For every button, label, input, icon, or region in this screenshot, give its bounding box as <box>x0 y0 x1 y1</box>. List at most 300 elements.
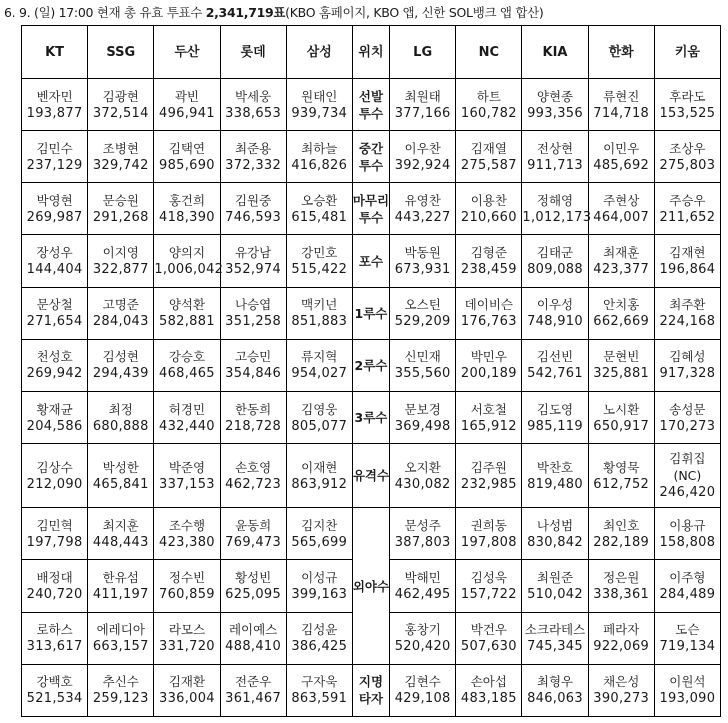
candidate-cell <box>88 508 154 560</box>
vote-summary-header <box>4 3 544 23</box>
candidate-cell <box>456 508 522 560</box>
candidate-cell <box>390 79 456 131</box>
vote-count: 746,593 <box>225 209 282 225</box>
position-row <box>22 287 721 339</box>
candidate-cell <box>522 339 588 391</box>
vote-count: 443,227 <box>394 209 451 225</box>
candidate-cell <box>286 508 352 560</box>
candidate-cell <box>588 183 654 235</box>
candidate-cell <box>220 131 286 183</box>
position-label-line: 유격수 <box>352 468 390 484</box>
vote-count: 429,108 <box>394 691 451 707</box>
player-name: 송성문 <box>669 401 706 417</box>
player-name: 이용규 <box>669 517 706 533</box>
player-name: 정해영 <box>536 192 574 208</box>
vote-count: 211,652 <box>659 209 716 225</box>
vote-count: 144,404 <box>26 262 83 278</box>
player-name: 곽빈 <box>174 88 199 104</box>
candidate-cell <box>522 287 588 339</box>
team-header: KIA <box>522 26 588 79</box>
candidate-cell <box>522 664 588 716</box>
candidate-cell <box>522 391 588 443</box>
candidate-cell <box>522 183 592 235</box>
position-label <box>352 183 389 235</box>
vote-count: 612,752 <box>593 476 650 492</box>
position-label <box>352 287 389 339</box>
player-name: 이지영 <box>102 245 139 261</box>
player-name: 홍창기 <box>404 622 441 638</box>
position-label-line: 지명 <box>358 674 384 690</box>
vote-count: 1,006,042 <box>154 262 224 278</box>
header-total-votes: 2,341,719표 <box>205 5 286 20</box>
candidate-cell <box>522 444 588 508</box>
vote-count: 336,004 <box>159 691 215 707</box>
player-name: 주승우 <box>669 192 706 208</box>
vote-count: 423,380 <box>159 534 215 550</box>
player-name: 김택연 <box>168 140 206 156</box>
position-label <box>352 508 389 664</box>
vote-count: 465,841 <box>92 476 149 492</box>
vote-count: 369,498 <box>394 418 451 434</box>
player-name: 전상현 <box>536 140 574 156</box>
vote-count: 483,185 <box>460 691 517 707</box>
header-date: 6. 9. (일) 17:00 현재 총 유효 투표수 <box>4 5 206 20</box>
candidate-cell <box>522 508 588 560</box>
player-name: 이성규 <box>301 570 338 586</box>
vote-count: 662,669 <box>593 314 650 330</box>
player-name: 이용찬 <box>470 192 507 208</box>
candidate-cell <box>22 287 88 339</box>
candidate-cell <box>390 339 456 391</box>
candidate-cell <box>654 235 720 287</box>
candidate-cell <box>22 79 88 131</box>
candidate-cell <box>88 391 154 443</box>
player-name: 김혜성 <box>669 349 706 365</box>
candidate-cell <box>22 131 88 183</box>
vote-count: 387,803 <box>394 534 451 550</box>
vote-count: 819,480 <box>527 476 583 492</box>
candidate-cell <box>456 444 522 508</box>
player-name: 김성윤 <box>301 622 338 638</box>
player-name: 김태군 <box>536 245 574 261</box>
vote-count: 193,090 <box>659 691 716 707</box>
candidate-cell <box>88 287 154 339</box>
candidate-cell <box>22 612 88 664</box>
vote-count: 464,007 <box>593 209 650 225</box>
player-name: 이원석 <box>669 674 706 690</box>
player-name: 조병현 <box>102 140 139 156</box>
candidate-cell <box>456 131 522 183</box>
vote-count: 565,699 <box>291 534 348 550</box>
player-name: 김형준 <box>470 245 507 261</box>
vote-count: 269,942 <box>26 366 83 382</box>
vote-count: 719,134 <box>659 639 716 655</box>
candidate-cell <box>286 287 352 339</box>
player-name: 황재균 <box>36 401 73 417</box>
candidate-cell <box>88 664 154 716</box>
team-header: 삼성 <box>286 26 352 79</box>
player-name: 노시환 <box>603 401 640 417</box>
vote-count: 196,864 <box>659 262 716 278</box>
player-name: 나성범 <box>536 517 574 533</box>
candidate-cell <box>654 612 720 664</box>
vote-count: 805,077 <box>291 418 348 434</box>
team-header: 두산 <box>154 26 220 79</box>
player-name: 후라도 <box>669 88 706 104</box>
vote-count: 193,877 <box>26 105 83 121</box>
candidate-cell <box>154 612 220 664</box>
vote-count: 158,808 <box>659 534 716 550</box>
team-header: 롯데 <box>220 26 286 79</box>
player-name: 김현수 <box>404 674 441 690</box>
player-name: 박민우 <box>470 349 507 365</box>
vote-count: 714,718 <box>593 105 650 121</box>
vote-count: 448,443 <box>92 534 149 550</box>
player-name: 유강남 <box>234 245 272 261</box>
candidate-cell <box>154 664 220 716</box>
position-row <box>22 391 721 443</box>
vote-count: 372,514 <box>92 105 149 121</box>
position-label <box>352 235 389 287</box>
vote-count: 488,410 <box>225 639 282 655</box>
player-name: 라모스 <box>168 622 206 638</box>
vote-count: 246,420 <box>659 485 716 501</box>
candidate-cell <box>456 391 522 443</box>
player-name: 윤동희 <box>234 517 272 533</box>
candidate-cell <box>588 235 654 287</box>
player-name: 김선빈 <box>536 349 574 365</box>
player-name: 박세웅 <box>234 88 272 104</box>
player-name: 최지훈 <box>102 517 139 533</box>
player-name: 김성욱 <box>470 570 507 586</box>
position-label-line: 외야수 <box>352 578 390 594</box>
vote-count: 200,189 <box>460 366 517 382</box>
candidate-cell <box>286 339 352 391</box>
player-name: 박영현 <box>36 192 73 208</box>
candidate-cell <box>654 339 720 391</box>
candidate-cell <box>22 560 88 612</box>
header-source: (KBO 홈페이지, KBO 앱, 신한 SOL뱅크 앱 합산) <box>285 5 544 20</box>
player-name: 김영웅 <box>301 401 338 417</box>
player-name: 권희동 <box>470 517 507 533</box>
candidate-cell <box>654 79 720 131</box>
player-name: 문승원 <box>102 192 139 208</box>
player-note: (NC) <box>673 468 702 484</box>
player-name: 최원태 <box>404 88 441 104</box>
vote-count: 322,877 <box>92 262 149 278</box>
player-name: 최형우 <box>536 674 574 690</box>
candidate-cell <box>88 235 154 287</box>
player-name: 이민우 <box>603 140 640 156</box>
vote-count: 392,924 <box>394 157 451 173</box>
candidate-cell <box>390 391 456 443</box>
position-label <box>352 664 389 716</box>
candidate-cell <box>22 444 88 508</box>
candidate-cell <box>654 560 720 612</box>
vote-count: 259,123 <box>92 691 149 707</box>
position-row <box>22 508 721 560</box>
candidate-cell <box>390 287 456 339</box>
player-name: 최하늘 <box>301 140 338 156</box>
player-name: 에레디아 <box>96 622 145 638</box>
candidate-cell <box>88 560 154 612</box>
player-name: 레이예스 <box>228 622 278 638</box>
player-name: 박동원 <box>404 245 441 261</box>
candidate-cell <box>220 508 286 560</box>
player-name: 한동희 <box>234 401 272 417</box>
player-name: 박성한 <box>102 459 139 475</box>
player-name: 손아섭 <box>470 674 507 690</box>
candidate-cell <box>286 612 352 664</box>
vote-count: 338,653 <box>225 105 282 121</box>
candidate-cell <box>390 444 456 508</box>
candidate-cell <box>286 664 352 716</box>
vote-count: 769,473 <box>225 534 282 550</box>
vote-count: 325,881 <box>593 366 650 382</box>
position-label-line: 투수 <box>358 209 384 225</box>
player-name: 황성빈 <box>234 570 272 586</box>
player-name: 최준용 <box>234 140 272 156</box>
player-name: 최정 <box>108 401 133 417</box>
player-name: 김성현 <box>102 349 139 365</box>
player-name: 구자욱 <box>301 674 338 690</box>
candidate-cell <box>286 79 352 131</box>
vote-count: 338,361 <box>593 587 650 603</box>
player-name: 김도영 <box>536 401 574 417</box>
player-name: 원태인 <box>301 88 338 104</box>
player-name: 김상수 <box>36 459 73 475</box>
candidate-cell <box>88 131 154 183</box>
candidate-cell <box>654 183 720 235</box>
vote-count: 830,842 <box>527 534 583 550</box>
candidate-cell <box>456 79 522 131</box>
player-name: 문상철 <box>36 297 73 313</box>
vote-count: 331,720 <box>159 639 215 655</box>
player-name: 양석환 <box>168 297 206 313</box>
team-header: LG <box>390 26 456 79</box>
candidate-cell <box>88 79 154 131</box>
candidate-cell <box>588 391 654 443</box>
candidate-cell <box>588 287 654 339</box>
vote-count: 985,690 <box>159 157 215 173</box>
position-row <box>22 339 721 391</box>
player-name: 소크라테스 <box>524 622 586 638</box>
position-label <box>352 79 389 131</box>
vote-count: 377,166 <box>394 105 451 121</box>
player-name: 황영묵 <box>603 459 640 475</box>
vote-count: 269,987 <box>26 209 83 225</box>
position-label-line: 3루수 <box>354 410 388 426</box>
vote-count: 218,728 <box>225 418 282 434</box>
player-name: 배정대 <box>36 570 73 586</box>
candidate-cell <box>456 339 522 391</box>
vote-count: 275,587 <box>460 157 517 173</box>
candidate-cell <box>390 664 456 716</box>
player-name: 류현진 <box>603 88 640 104</box>
candidate-cell <box>588 560 654 612</box>
vote-count: 354,846 <box>225 366 282 382</box>
vote-count: 275,803 <box>659 157 716 173</box>
candidate-cell <box>154 183 220 235</box>
candidate-cell <box>88 183 154 235</box>
position-label-line: 타자 <box>358 691 384 707</box>
team-header: 키움 <box>654 26 720 79</box>
player-name: 로하스 <box>36 622 73 638</box>
candidate-cell <box>588 612 654 664</box>
position-row <box>22 235 721 287</box>
player-name: 조수행 <box>168 517 206 533</box>
position-label-line: 중간 <box>358 140 384 156</box>
player-name: 최주환 <box>669 297 706 313</box>
vote-count: 485,692 <box>593 157 650 173</box>
vote-count: 232,985 <box>460 476 517 492</box>
candidate-cell <box>456 612 522 664</box>
player-name: 김원중 <box>234 192 272 208</box>
player-name: 김주원 <box>470 459 507 475</box>
vote-count: 1,012,173 <box>522 209 592 225</box>
candidate-cell <box>154 79 220 131</box>
vote-count: 922,069 <box>593 639 650 655</box>
position-row <box>22 131 721 183</box>
candidate-cell <box>286 560 352 612</box>
player-name: 김재열 <box>470 140 507 156</box>
vote-count: 462,495 <box>394 587 451 603</box>
position-label <box>352 391 389 443</box>
candidate-cell <box>654 131 720 183</box>
player-name: 양의지 <box>168 245 206 261</box>
player-name: 강민호 <box>301 245 338 261</box>
position-label-line: 1루수 <box>354 305 388 321</box>
candidate-cell <box>154 444 220 508</box>
vote-count: 212,090 <box>26 476 83 492</box>
candidate-cell <box>88 444 154 508</box>
candidate-cell <box>220 560 286 612</box>
vote-count: 510,042 <box>527 587 583 603</box>
position-label-line: 투수 <box>358 105 384 121</box>
player-name: 페라자 <box>603 622 640 638</box>
vote-count: 418,390 <box>159 209 215 225</box>
player-name: 정수빈 <box>168 570 206 586</box>
candidate-cell <box>22 391 88 443</box>
vote-count: 582,881 <box>159 314 215 330</box>
position-row <box>22 664 721 716</box>
vote-count: 954,027 <box>291 366 348 382</box>
vote-count: 160,782 <box>460 105 517 121</box>
vote-count: 851,883 <box>291 314 348 330</box>
player-name: 양현종 <box>536 88 574 104</box>
candidate-cell <box>588 131 654 183</box>
candidate-cell <box>654 444 720 508</box>
vote-count: 197,808 <box>460 534 517 550</box>
candidate-cell <box>654 664 720 716</box>
player-name: 조상우 <box>669 140 706 156</box>
candidate-cell <box>522 612 588 664</box>
vote-count: 650,917 <box>593 418 650 434</box>
player-name: 정은원 <box>603 570 640 586</box>
candidate-cell <box>154 560 220 612</box>
player-name: 오스틴 <box>404 297 441 313</box>
vote-count: 911,713 <box>527 157 583 173</box>
candidate-cell <box>286 444 352 508</box>
vote-count: 809,088 <box>527 262 583 278</box>
player-name: 고승민 <box>234 349 272 365</box>
player-name: 이재현 <box>301 459 338 475</box>
vote-count: 515,422 <box>291 262 348 278</box>
player-name: 안치홍 <box>603 297 640 313</box>
player-name: 문보경 <box>404 401 441 417</box>
player-name: 채은성 <box>603 674 640 690</box>
candidate-cell <box>588 444 654 508</box>
candidate-cell <box>286 391 352 443</box>
vote-count: 176,763 <box>460 314 517 330</box>
candidate-cell <box>522 131 588 183</box>
player-name: 김재현 <box>669 245 706 261</box>
vote-count: 673,931 <box>394 262 451 278</box>
vote-count: 313,617 <box>26 639 83 655</box>
vote-count: 863,912 <box>291 476 348 492</box>
position-label-line: 2루수 <box>354 357 388 373</box>
vote-count: 329,742 <box>92 157 149 173</box>
candidate-cell <box>154 287 220 339</box>
candidate-cell <box>154 339 220 391</box>
vote-count: 615,481 <box>291 209 348 225</box>
vote-count: 337,153 <box>159 476 215 492</box>
candidate-cell <box>286 235 352 287</box>
vote-count: 238,459 <box>460 262 517 278</box>
player-name: 서호철 <box>470 401 507 417</box>
vote-count: 520,420 <box>394 639 451 655</box>
candidate-cell <box>22 664 88 716</box>
position-row <box>22 183 721 235</box>
candidate-cell <box>654 508 720 560</box>
vote-count: 625,095 <box>225 587 282 603</box>
position-label <box>352 131 389 183</box>
vote-count: 210,660 <box>460 209 517 225</box>
vote-count: 352,974 <box>225 262 282 278</box>
vote-count: 748,910 <box>527 314 583 330</box>
player-name: 류지혁 <box>301 349 338 365</box>
candidate-cell <box>588 79 654 131</box>
vote-count: 355,560 <box>394 366 451 382</box>
candidate-cell <box>22 339 88 391</box>
position-label <box>352 339 389 391</box>
player-name: 김지찬 <box>301 517 338 533</box>
player-name: 박준영 <box>168 459 206 475</box>
vote-count: 170,273 <box>659 418 716 434</box>
player-name: 맥키넌 <box>301 297 338 313</box>
player-name: 문현빈 <box>603 349 640 365</box>
candidate-cell <box>390 612 456 664</box>
player-name: 하트 <box>476 88 501 104</box>
team-header: NC <box>456 26 522 79</box>
candidate-cell <box>456 287 522 339</box>
player-name: 추신수 <box>102 674 139 690</box>
vote-count: 157,722 <box>460 587 517 603</box>
player-name: 김민수 <box>36 140 73 156</box>
candidate-cell <box>88 612 154 664</box>
candidate-cell <box>522 79 588 131</box>
candidate-cell <box>588 664 654 716</box>
player-name: 신민재 <box>404 349 441 365</box>
candidate-cell <box>220 664 286 716</box>
vote-count: 507,630 <box>460 639 517 655</box>
vote-count: 993,356 <box>527 105 583 121</box>
player-name: 허경민 <box>168 401 206 417</box>
vote-count: 294,439 <box>92 366 149 382</box>
player-name: 천성호 <box>36 349 73 365</box>
vote-count: 423,377 <box>593 262 650 278</box>
vote-count: 351,258 <box>225 314 282 330</box>
